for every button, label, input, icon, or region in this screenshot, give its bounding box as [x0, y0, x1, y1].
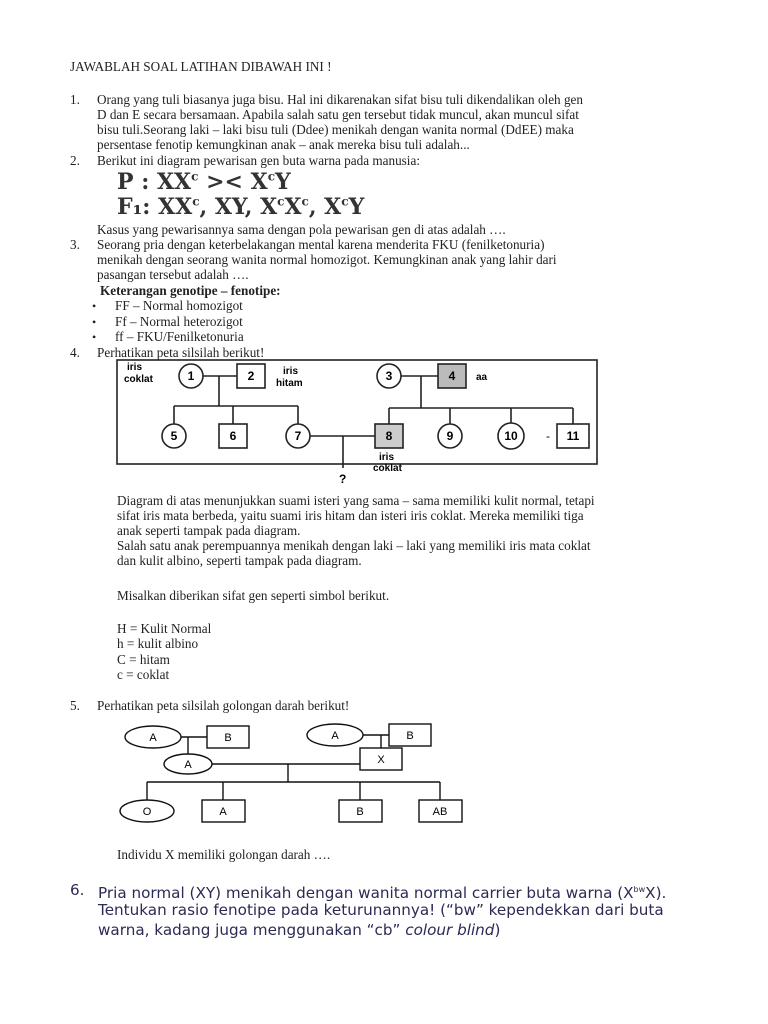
bullet-icon: •: [92, 315, 97, 329]
individual-11: [557, 424, 589, 448]
individual-7: [286, 424, 310, 448]
svg-text:2: 2: [247, 369, 255, 383]
symbol-c-coklat: c = coklat: [117, 667, 170, 682]
page-heading: JAWABLAH SOAL LATIHAN DIBAWAH INI !: [70, 59, 332, 74]
q2-question: Kasus yang pewarisannya sama dengan pola pewarisan gen di atas adalah ….: [97, 222, 506, 237]
label-hitam-2: hitam: [276, 378, 303, 389]
svg-text:O: O: [142, 806, 152, 818]
individual-4: [438, 364, 466, 388]
individual-2: [237, 364, 265, 388]
label-iris-1: iris: [127, 362, 143, 373]
symbol-h-normal: H = Kulit Normal: [117, 621, 212, 636]
individual-5: [162, 424, 186, 448]
child-a: [202, 800, 245, 822]
svg-text:B: B: [356, 806, 364, 818]
q4-desc-4: Salah satu anak perempuannya menikah dengan laki – laki yang memiliki iris mata coklat: [117, 538, 591, 553]
q3-line-2: menikah dengan seorang wanita normal homozigot. Kemungkinan anak yang lahir dari: [97, 252, 557, 267]
grandmother-left: [125, 726, 181, 748]
individual-8: [375, 424, 403, 448]
q4-desc-5: dan kulit albino, seperti tampak pada diagram.: [117, 553, 362, 568]
svg-text:B: B: [224, 732, 232, 744]
label-aa: aa: [476, 372, 488, 383]
grandfather-left: [207, 726, 249, 748]
individual-3: [377, 364, 401, 388]
q5-number: 5.: [70, 698, 80, 713]
bullet-icon: •: [92, 330, 97, 344]
grandmother-right: [307, 724, 363, 746]
child-ab: [419, 800, 462, 822]
q3-number: 3.: [70, 237, 80, 252]
svg-text:7: 7: [294, 429, 302, 443]
svg-text:A: A: [149, 732, 157, 744]
svg-text:8: 8: [385, 429, 393, 443]
iris-pedigree-diagram: [113, 358, 603, 490]
svg-text:10: 10: [504, 429, 518, 443]
q3-legend-title: Keterangan genotipe – fenotipe:: [100, 283, 281, 298]
q3-item-ff-heterozygous: Ff – Normal heterozigot: [115, 314, 243, 329]
grandfather-right: [389, 724, 431, 746]
father-x: [360, 748, 402, 770]
svg-text:B: B: [406, 730, 414, 742]
blood-type-pedigree: [110, 715, 470, 830]
q4-symbols-intro: Misalkan diberikan sifat gen seperti simbol berikut.: [117, 588, 390, 603]
q4-intro: Perhatikan peta silsilah berikut!: [97, 345, 265, 360]
f1-offspring: F₁: $XX^c$, XY, $X^cX^c$, $X^cY$: [117, 194, 365, 220]
q3-item-ff-fku: ff – FKU/Fenilketonuria: [115, 329, 244, 344]
q5-question: Individu X memiliki golongan darah ….: [117, 847, 331, 862]
label-iris-2: iris: [283, 366, 299, 377]
individual-1: [179, 364, 203, 388]
q4-desc-3: anak seperti tampak pada diagram.: [117, 523, 301, 538]
label-coklat-1: coklat: [124, 374, 153, 385]
svg-text:11: 11: [566, 429, 580, 443]
q3-line-1: Seorang pria dengan keterbelakangan mental karena menderita FKU (fenilketonuria): [97, 237, 545, 252]
svg-text:AB: AB: [432, 806, 448, 818]
q4-desc-1: Diagram di atas menunjukkan suami isteri yang sama – sama memiliki kulit normal, tetapi: [117, 493, 595, 508]
svg-text:6: 6: [229, 429, 237, 443]
q2-number: 2.: [70, 153, 80, 168]
q3-line-3: pasangan tersebut adalah ….: [97, 267, 249, 282]
child-b: [339, 800, 382, 822]
svg-text:9: 9: [446, 429, 454, 443]
q3-item-ff-homozygous: FF – Normal homozigot: [115, 298, 243, 313]
svg-text:1: 1: [187, 369, 195, 383]
unknown-child: ?: [339, 472, 347, 486]
q1-line-1: Orang yang tuli biasanya juga bisu. Hal ini dikarenakan sifat bisu tuli dikendalikan oleh gen: [97, 92, 583, 107]
q1-line-2: D dan E secara bersamaan. Apabila salah satu gen tersebut tidak muncul, akan muncul sifat: [97, 107, 579, 122]
q2-intro: Berikut ini diagram pewarisan gen buta warna pada manusia:: [97, 153, 420, 168]
q6-line-3: warna, kadang juga menggunakan “cb” colour blind): [98, 921, 501, 939]
label-iris-8: iris: [379, 452, 395, 463]
child-o: [120, 800, 174, 822]
q4-number: 4.: [70, 345, 80, 360]
svg-text:X: X: [377, 754, 385, 766]
svg-text:A: A: [219, 806, 227, 818]
q4-desc-2: sifat iris mata berbeda, yaitu suami iris hitam dan isteri iris coklat. Mereka memiliki tiga: [117, 508, 584, 523]
separator-dash: -: [546, 429, 550, 443]
q1-line-3: bisu tuli.Seorang laki – laki bisu tuli (Ddee) menikah dengan wanita normal (DdEE) maka: [97, 122, 574, 137]
individual-6: [219, 424, 247, 448]
svg-text:A: A: [331, 730, 339, 742]
symbol-h-albino: h = kulit albino: [117, 636, 199, 651]
q5-intro: Perhatikan peta silsilah golongan darah berikut!: [97, 698, 350, 713]
parental-cross: P : $XX^c >< X^cY$: [117, 169, 291, 195]
svg-text:3: 3: [385, 369, 393, 383]
q1-number: 1.: [70, 92, 80, 107]
svg-text:5: 5: [170, 429, 178, 443]
bullet-icon: •: [92, 299, 97, 313]
svg-text:4: 4: [448, 369, 456, 383]
q6-number: 6.: [70, 881, 85, 899]
individual-9: [438, 424, 462, 448]
svg-text:A: A: [184, 759, 192, 771]
mother: [164, 754, 212, 774]
q6-line-2: Tentukan rasio fenotipe pada keturunannya! (“bw” kependekkan dari buta: [98, 901, 664, 919]
label-coklat-8: coklat: [373, 463, 402, 474]
individual-10: [498, 423, 524, 449]
q1-line-4: persentase fenotip kemungkinan anak – anak mereka bisu tuli adalah...: [97, 137, 470, 152]
q6-line-1: Pria normal (XY) menikah dengan wanita normal carrier buta warna $(X^{bw}X)$.: [98, 884, 667, 903]
symbol-c-hitam: C = hitam: [117, 652, 170, 667]
